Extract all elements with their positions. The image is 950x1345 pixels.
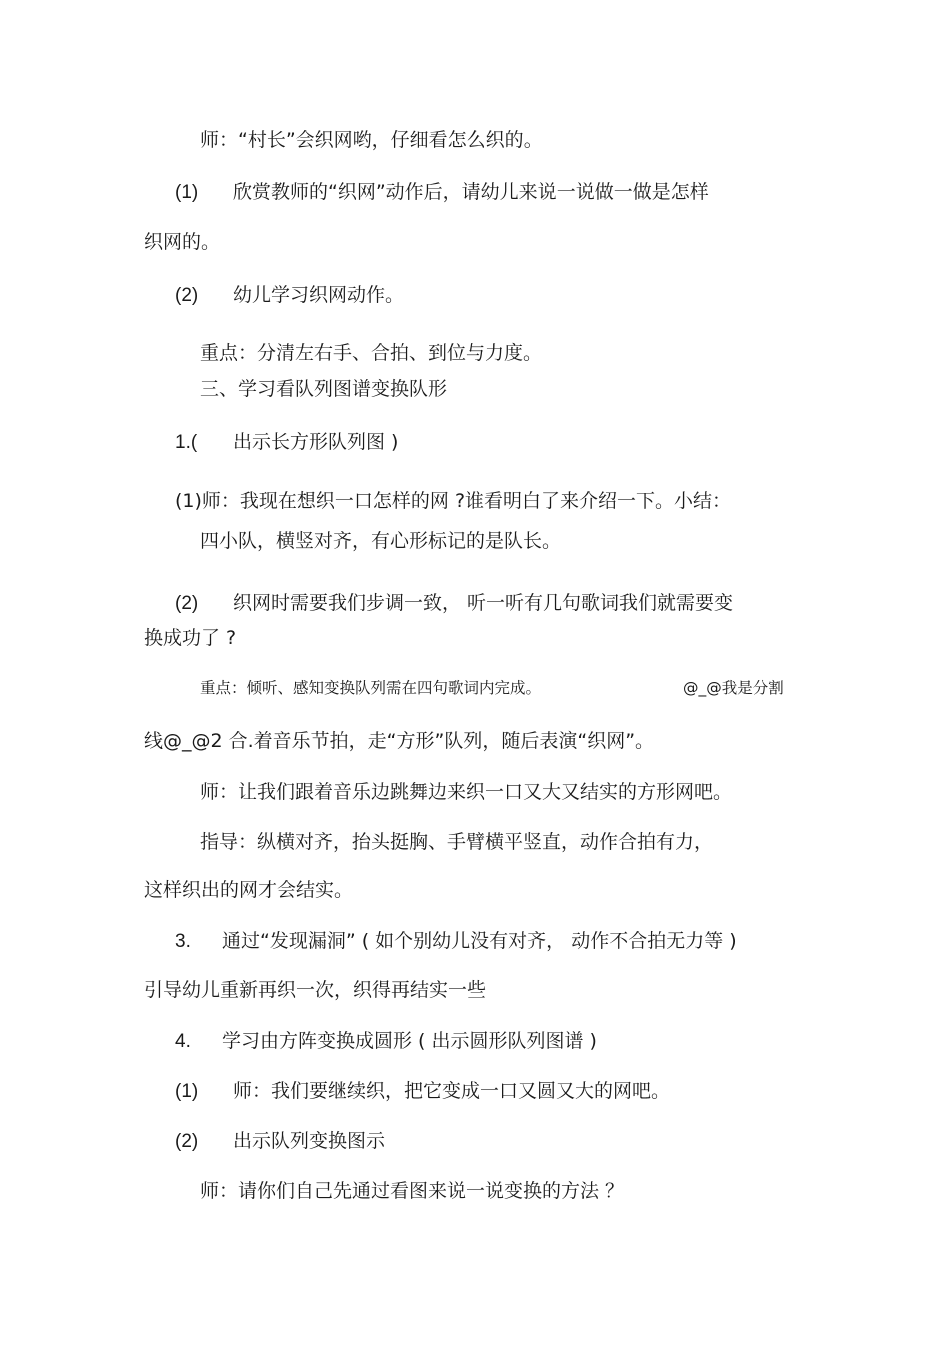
text-line: 出示队列变换图示 — [233, 1130, 386, 1152]
text-line: 欣赏教师的“织网”动作后，请幼儿来说一说做一做是怎样 — [233, 181, 709, 203]
text-line: 师：请你们自己先通过看图来说一说变换的方法 ？ — [200, 1180, 625, 1202]
text-line: 学习由方阵变换成圆形 ( 出示圆形队列图谱 ) — [222, 1030, 597, 1052]
text-line: 师：让我们跟着音乐边跳舞边来织一口又大又结实的方形网吧。 — [200, 781, 733, 803]
text-line: 幼儿学习织网动作。 — [233, 284, 405, 306]
list-number: (2) — [175, 593, 199, 614]
text-line: 重点：分清左右手、合拍、到位与力度。 — [200, 342, 543, 364]
text-line: 四小队，横竖对齐，有心形标记的是队长。 — [200, 530, 562, 552]
text-line: 重点：倾听、感知变换队列需在四句歌词内完成。 — [200, 679, 542, 697]
text-line: 指导：纵横对齐，抬头挺胸、手臂横平竖直，动作合拍有力， — [200, 831, 714, 853]
text-line: 师：我们要继续织，把它变成一口又圆又大的网吧。 — [233, 1080, 671, 1102]
list-number: (1) — [175, 1081, 199, 1102]
watermark-text: @_@我是分割 — [683, 679, 784, 697]
list-number: (1) — [175, 182, 199, 203]
text-line: 这样织出的网才会结实。 — [144, 879, 354, 901]
text-line: 引导幼儿重新再织一次，织得再结实一些 — [144, 979, 487, 1001]
section-heading: 三、学习看队列图谱变换队形 — [200, 378, 448, 400]
text-line: 出示长方形队列图 ) — [233, 431, 399, 453]
list-number: (2) — [175, 1131, 199, 1152]
list-number: (2) — [175, 285, 199, 306]
text-line: 织网的。 — [144, 231, 221, 253]
list-number: 1.( — [175, 432, 198, 453]
list-number: 3. — [175, 931, 191, 952]
text-line: 师：“村长”会织网哟，仔细看怎么织的。 — [200, 129, 543, 151]
text-line: (1)师：我现在想织一口怎样的网 ?谁看明白了来介绍一下。小结： — [175, 490, 732, 512]
list-number: 4. — [175, 1031, 191, 1052]
text-line: 换成功了 ? — [144, 627, 237, 649]
text-line: 通过“发现漏洞” ( 如个别幼儿没有对齐， 动作不合拍无力等 ) — [222, 930, 737, 952]
text-line: 织网时需要我们步调一致， 听一听有几句歌词我们就需要变 — [233, 592, 734, 614]
text-line: 线@_@2 合.着音乐节拍，走“方形”队列，随后表演“织网”。 — [144, 730, 655, 752]
